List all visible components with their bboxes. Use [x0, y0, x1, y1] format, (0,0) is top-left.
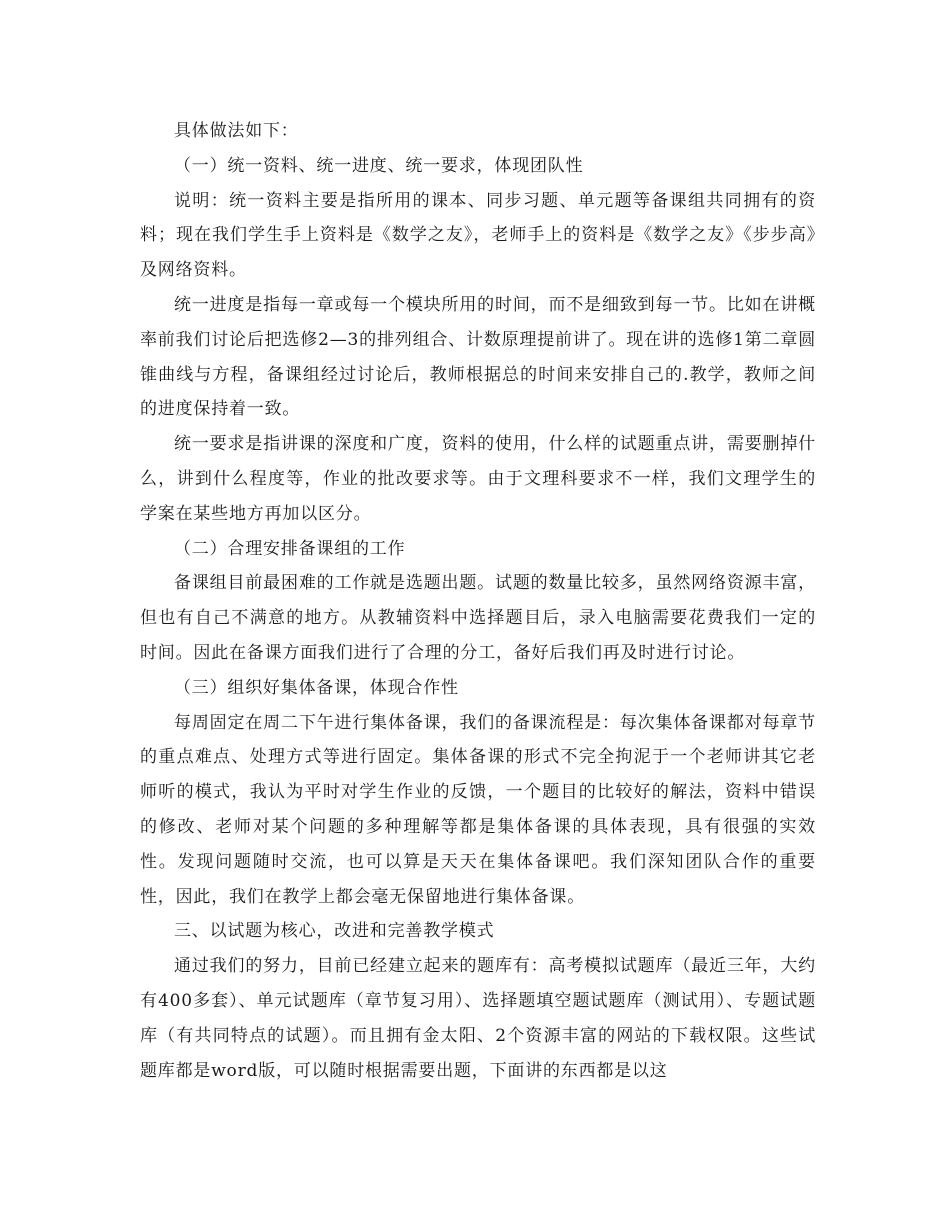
- paragraph-unified-progress: 统一进度是指每一章或每一个模块所用的时间，而不是细致到每一节。比如在讲概率前我们讨论后把选修2—3的排列组合、计数原理提前讲了。现在讲的选修1第二章圆锥曲线与方程，备课组经过讨论后，教师根据总的时间来安排自己的.教学，教师之间的进度保持着一致。: [140, 294, 816, 420]
- paragraph-unified-materials: 说明：统一资料主要是指所用的课本、同步习题、单元题等备课组共同拥有的资料；现在我们学生手上资料是《数学之友》，老师手上的资料是《数学之友》《步步高》及网络资料。: [140, 190, 816, 281]
- section-heading-arrange-work: （二）合理安排备课组的工作: [174, 538, 406, 559]
- paragraph-intro: 具体做法如下：: [174, 121, 299, 141]
- section-heading-unify: （一）统一资料、统一进度、统一要求，体现团队性: [174, 155, 584, 176]
- section-heading-test-core: 三、以试题为核心，改进和完善教学模式: [174, 921, 495, 942]
- document-body: [140, 114, 816, 1088]
- section-heading-collective-prep: （三）组织好集体备课，体现合作性: [174, 677, 459, 698]
- paragraph-arrange-work: 备课组目前最困难的工作就是选题出题。试题的数量比较多，虽然网络资源丰富，但也有自己不满意的地方。从教辅资料中选择题目后，录入电脑需要花费我们一定的时间。因此在备课方面我们进行了合理的分工，备好后我们再及时进行讨论。: [140, 573, 816, 663]
- paragraph-unified-requirements: 统一要求是指讲课的深度和广度，资料的使用，什么样的试题重点讲，需要删掉什么，讲到什么程度等，作业的批改要求等。由于文理科要求不一样，我们文理学生的学案在某些地方再加以区分。: [140, 434, 816, 524]
- paragraph-question-bank: 通过我们的努力，目前已经建立起来的题库有：高考模拟试题库（最近三年，大约有400多套）、单元试题库（章节复习用）、选择题填空题试题库（测试用）、专题试题库（有共同特点的试题）。而且拥有金太阳、2个资源丰富的网站的下载权限。这些试题库都是word版，可以随时根据需要出题，下面讲的东西都是以这: [140, 956, 816, 1081]
- paragraph-collective-prep: 每周固定在周二下午进行集体备课，我们的备课流程是：每次集体备课都对每章节的重点难点、处理方式等进行固定。集体备课的形式不完全拘泥于一个老师讲其它老师听的模式，我认为平时对学生作业的反馈，一个题目的比较好的解法，资料中错误的修改、老师对某个问题的多种理解等都是集体备课的具体表现，具有很强的实效性。发现问题随时交流，也可以算是天天在集体备课吧。我们深知团队合作的重要性，因此，我们在教学上都会毫无保留地进行集体备课。: [140, 712, 816, 907]
